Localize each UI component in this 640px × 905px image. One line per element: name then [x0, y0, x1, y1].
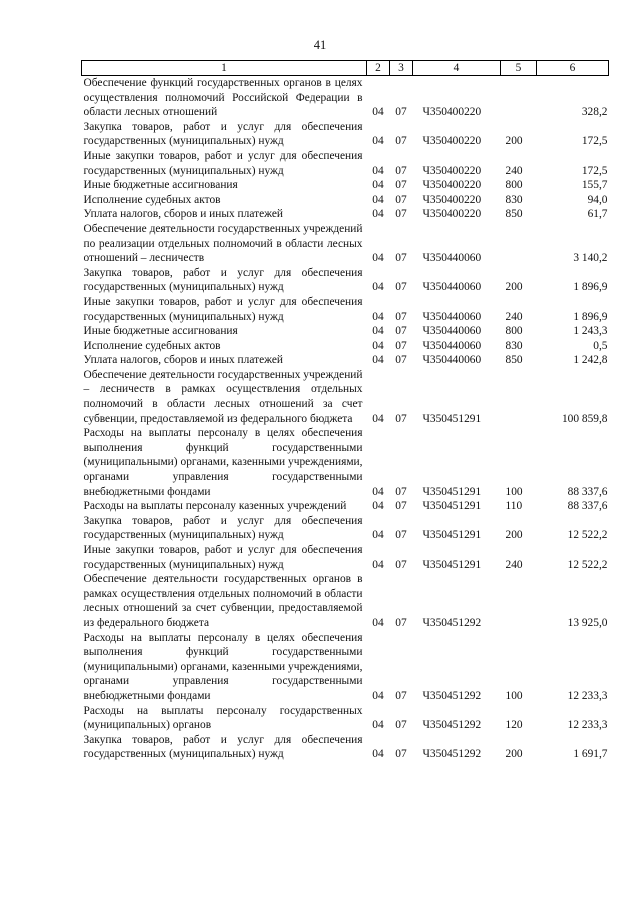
amount-cell: 1 243,3: [573, 325, 608, 338]
target-article-code-cell: Ч350451291: [422, 500, 482, 513]
target-article-code-cell: Ч350440060: [422, 339, 482, 352]
expense-name-cell: Закупка товаров, работ и услуг для обеспечения государственных (муниципальных) нужд: [83, 733, 363, 761]
target-article-code-cell: Ч350440060: [422, 281, 482, 294]
table-row: [82, 222, 609, 266]
target-article-code-cell: Ч350451291: [422, 558, 482, 571]
target-article-code-cell: Ч350400220: [422, 193, 482, 206]
section-code-cell: 04: [372, 616, 384, 629]
table-row: [82, 295, 609, 324]
expense-name-cell: Уплата налогов, сборов и иных платежей: [83, 354, 283, 367]
amount-cell: 328,2: [581, 106, 608, 119]
subsection-code-cell: 07: [395, 252, 407, 265]
target-article-code-cell: Ч350400220: [422, 179, 482, 192]
expense-name-cell: Иные закупки товаров, работ и услуг для обеспечения государственных (муниципальных) нужд: [83, 149, 363, 177]
expense-type-code-cell: 240: [505, 558, 523, 571]
section-code-cell: 04: [372, 325, 384, 338]
expense-type-code-cell: [501, 572, 537, 630]
section-code-cell: 04: [372, 106, 384, 119]
expense-type-code-cell: [501, 368, 537, 426]
header-col-2: 2: [367, 61, 390, 76]
amount-cell: 172,5: [581, 164, 608, 177]
target-article-code-cell: Ч350451291: [422, 412, 482, 425]
subsection-code-cell: 07: [395, 164, 407, 177]
section-code-cell: 04: [372, 193, 384, 206]
section-code-cell: 04: [372, 135, 384, 148]
amount-cell: 172,5: [581, 135, 608, 148]
subsection-code-cell: 07: [395, 135, 407, 148]
subsection-code-cell: 07: [395, 412, 407, 425]
target-article-code-cell: Ч350440060: [422, 252, 482, 265]
budget-table: [81, 60, 609, 762]
table-row: [82, 499, 609, 514]
expense-type-code-cell: 240: [505, 164, 523, 177]
expense-name-cell: Закупка товаров, работ и услуг для обеспечения государственных (муниципальных) нужд: [83, 120, 363, 148]
section-code-cell: 04: [372, 748, 384, 761]
amount-cell: 12 233,3: [567, 719, 608, 732]
expense-name-cell: Расходы на выплаты персоналу государственных (муниципальных) органов: [83, 704, 363, 732]
expense-name-cell: Обеспечение деятельности государственных учреждений по реализации отдельных полномочий в области лесных отношений – лесничеств: [83, 222, 363, 265]
expense-type-code-cell: [501, 76, 537, 120]
table-row: [82, 120, 609, 149]
subsection-code-cell: 07: [395, 179, 407, 192]
subsection-code-cell: 07: [395, 558, 407, 571]
amount-cell: 88 337,6: [567, 500, 608, 513]
target-article-code-cell: Ч350400220: [422, 135, 482, 148]
target-article-code-cell: Ч350400220: [422, 164, 482, 177]
amount-cell: 88 337,6: [567, 485, 608, 498]
subsection-code-cell: 07: [395, 719, 407, 732]
expense-type-code-cell: 800: [505, 179, 523, 192]
expense-name-cell: Закупка товаров, работ и услуг для обеспечения государственных (муниципальных) нужд: [83, 266, 363, 294]
table-row: [82, 733, 609, 762]
subsection-code-cell: 07: [395, 529, 407, 542]
subsection-code-cell: 07: [395, 748, 407, 761]
table-row: [82, 207, 609, 222]
section-code-cell: 04: [372, 689, 384, 702]
amount-cell: 1 896,9: [573, 310, 608, 323]
expense-name-cell: Обеспечение деятельности государственных учреждений – лесничеств в рамках осуществления отдельных полномочий в области лесных отношений за счет субвенции, предоставляемой из федерального бюджета: [83, 368, 363, 425]
amount-cell: 100 859,8: [561, 412, 608, 425]
amount-cell: 0,5: [593, 339, 608, 352]
amount-cell: 155,7: [581, 179, 608, 192]
table-row: [82, 353, 609, 368]
target-article-code-cell: Ч350440060: [422, 310, 482, 323]
table-row: [82, 339, 609, 354]
section-code-cell: 04: [372, 208, 384, 221]
expense-name-cell: Исполнение судебных актов: [83, 193, 221, 206]
target-article-code-cell: Ч350451291: [422, 529, 482, 542]
section-code-cell: 04: [372, 310, 384, 323]
expense-name-cell: Иные бюджетные ассигнования: [83, 325, 238, 338]
expense-name-cell: Иные бюджетные ассигнования: [83, 179, 238, 192]
amount-cell: 1 896,9: [573, 281, 608, 294]
table-row: [82, 266, 609, 295]
target-article-code-cell: Ч350451291: [422, 485, 482, 498]
expense-type-code-cell: 240: [505, 310, 523, 323]
target-article-code-cell: Ч350440060: [422, 325, 482, 338]
subsection-code-cell: 07: [395, 106, 407, 119]
subsection-code-cell: 07: [395, 500, 407, 513]
table-row: [82, 178, 609, 193]
subsection-code-cell: 07: [395, 616, 407, 629]
section-code-cell: 04: [372, 485, 384, 498]
expense-type-code-cell: 850: [505, 208, 523, 221]
table-row: [82, 631, 609, 704]
expense-type-code-cell: 200: [505, 281, 523, 294]
header-col-4: 4: [413, 61, 501, 76]
expense-type-code-cell: 100: [505, 689, 523, 702]
expense-type-code-cell: 120: [505, 719, 523, 732]
expense-type-code-cell: 200: [505, 135, 523, 148]
expense-type-code-cell: 800: [505, 325, 523, 338]
section-code-cell: 04: [372, 179, 384, 192]
expense-name-cell: Исполнение судебных актов: [83, 339, 221, 352]
expense-name-cell: Иные закупки товаров, работ и услуг для обеспечения государственных (муниципальных) нужд: [83, 295, 363, 323]
subsection-code-cell: 07: [395, 208, 407, 221]
subsection-code-cell: 07: [395, 281, 407, 294]
table-row: [82, 149, 609, 178]
target-article-code-cell: Ч350451292: [422, 719, 482, 732]
page-number: 41: [313, 38, 327, 52]
expense-name-cell: Уплата налогов, сборов и иных платежей: [83, 208, 283, 221]
subsection-code-cell: 07: [395, 354, 407, 367]
header-col-6: 6: [537, 61, 609, 76]
expense-name-cell: Расходы на выплаты персоналу в целях обеспечения выполнения функций государственными (муниципальными) органами, казенными учреждениями, органами управления государственными внебюджетными фондами: [83, 427, 363, 498]
header-col-1: 1: [82, 61, 367, 76]
table-row: [82, 572, 609, 630]
target-article-code-cell: Ч350440060: [422, 354, 482, 367]
expense-type-code-cell: 830: [505, 339, 523, 352]
target-article-code-cell: Ч350400220: [422, 106, 482, 119]
table-body: [82, 76, 609, 762]
amount-cell: 1 242,8: [573, 354, 608, 367]
section-code-cell: 04: [372, 354, 384, 367]
table-row: [82, 543, 609, 572]
section-code-cell: 04: [372, 719, 384, 732]
expense-type-code-cell: 200: [505, 529, 523, 542]
target-article-code-cell: Ч350451292: [422, 689, 482, 702]
amount-cell: 3 140,2: [573, 252, 608, 265]
amount-cell: 94,0: [587, 193, 608, 206]
section-code-cell: 04: [372, 412, 384, 425]
subsection-code-cell: 07: [395, 485, 407, 498]
expense-name-cell: Иные закупки товаров, работ и услуг для обеспечения государственных (муниципальных) нужд: [83, 544, 363, 571]
section-code-cell: 04: [372, 281, 384, 294]
header-col-3: 3: [390, 61, 413, 76]
table-row: [82, 368, 609, 426]
expense-name-cell: Расходы на выплаты персоналу казенных учреждений: [83, 500, 347, 513]
expense-type-code-cell: 110: [505, 500, 523, 513]
amount-cell: 12 522,2: [567, 529, 608, 542]
expense-type-code-cell: 200: [505, 748, 523, 761]
section-code-cell: 04: [372, 252, 384, 265]
amount-cell: 1 691,7: [573, 748, 608, 761]
amount-cell: 61,7: [587, 208, 608, 221]
amount-cell: 13 925,0: [567, 616, 608, 629]
amount-cell: 12 522,2: [567, 558, 608, 571]
target-article-code-cell: Ч350400220: [422, 208, 482, 221]
section-code-cell: 04: [372, 529, 384, 542]
table-row: [82, 426, 609, 499]
subsection-code-cell: 07: [395, 310, 407, 323]
target-article-code-cell: Ч350451292: [422, 616, 482, 629]
table-row: [82, 193, 609, 208]
section-code-cell: 04: [372, 339, 384, 352]
expense-type-code-cell: [501, 222, 537, 266]
expense-type-code-cell: 100: [505, 485, 523, 498]
section-code-cell: 04: [372, 558, 384, 571]
subsection-code-cell: 07: [395, 689, 407, 702]
expense-name-cell: Расходы на выплаты персоналу в целях обеспечения выполнения функций государственными (муниципальными) органами, казенными учреждениями, органами управления государственными внебюджетными фондами: [83, 631, 363, 702]
table-header-row: [82, 61, 609, 76]
table-row: [82, 76, 609, 120]
expense-type-code-cell: 830: [505, 193, 523, 206]
subsection-code-cell: 07: [395, 339, 407, 352]
header-col-5: 5: [501, 61, 537, 76]
expense-name-cell: Закупка товаров, работ и услуг для обеспечения государственных (муниципальных) нужд: [83, 514, 363, 542]
table-row: [82, 514, 609, 543]
subsection-code-cell: 07: [395, 193, 407, 206]
target-article-code-cell: Ч350451292: [422, 748, 482, 761]
expense-name-cell: Обеспечение функций государственных органов в целях осуществления полномочий Российской Федерации в области лесных отношений: [83, 77, 363, 119]
expense-type-code-cell: 850: [505, 354, 523, 367]
subsection-code-cell: 07: [395, 325, 407, 338]
expense-name-cell: Обеспечение деятельности государственных органов в рамках осуществления отдельных полномочий в области лесных отношений за счет субвенции, предоставляемой из федерального бюджета: [83, 573, 363, 629]
table-row: [82, 324, 609, 339]
table-row: [82, 704, 609, 733]
amount-cell: 12 233,3: [567, 689, 608, 702]
section-code-cell: 04: [372, 164, 384, 177]
section-code-cell: 04: [372, 500, 384, 513]
